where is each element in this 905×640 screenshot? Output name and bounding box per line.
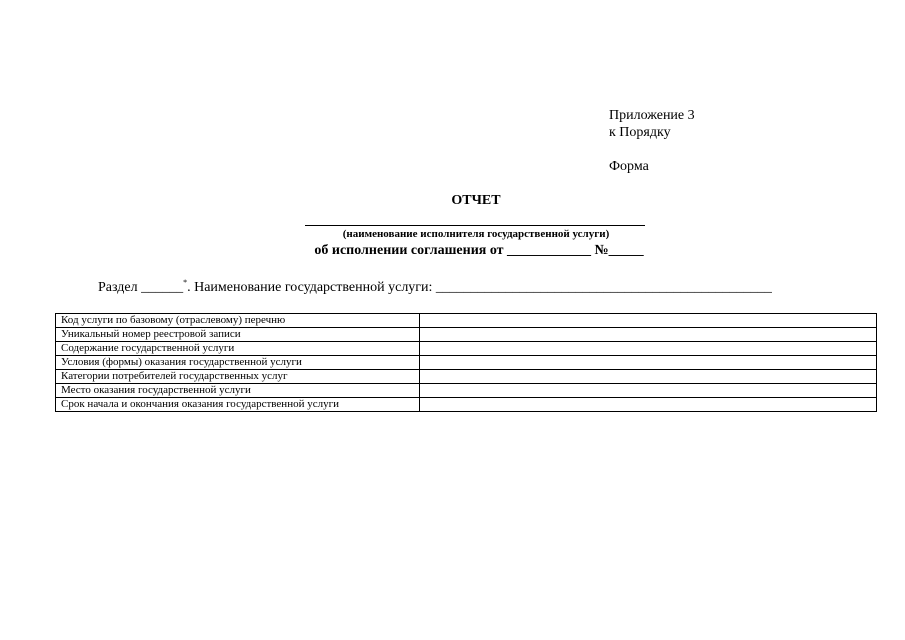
row-value xyxy=(420,328,877,342)
section-prefix: Раздел ______ xyxy=(98,280,184,295)
form-label: Форма xyxy=(609,159,649,174)
executor-name-blank-line xyxy=(305,225,645,226)
appendix-reference: к Порядку xyxy=(609,125,671,140)
table-row xyxy=(56,342,877,356)
row-label: Место оказания государственной услуги xyxy=(56,384,420,398)
row-label: Срок начала и окончания оказания государственной услуги xyxy=(56,398,420,412)
table-row xyxy=(56,328,877,342)
table-row xyxy=(56,384,877,398)
section-service-name: . Наименование государственной услуги: ________________________________________________ xyxy=(187,280,772,295)
appendix-number: Приложение 3 xyxy=(609,108,695,123)
table-row xyxy=(56,356,877,370)
row-label: Условия (формы) оказания государственной услуги xyxy=(56,356,420,370)
row-value xyxy=(420,342,877,356)
row-label: Содержание государственной услуги xyxy=(56,342,420,356)
row-value xyxy=(420,370,877,384)
footnote-mark: * xyxy=(183,278,188,287)
agreement-subtitle: об исполнении соглашения от ____________ №_____ xyxy=(314,243,644,258)
service-info-table xyxy=(55,313,877,412)
page-title: ОТЧЕТ xyxy=(451,193,501,208)
table-row xyxy=(56,398,877,412)
table-row xyxy=(56,370,877,384)
table-row xyxy=(56,314,877,328)
row-value xyxy=(420,398,877,412)
row-label: Код услуги по базовому (отраслевому) перечню xyxy=(56,314,420,328)
row-value xyxy=(420,356,877,370)
section-line xyxy=(98,278,772,296)
executor-name-caption: (наименование исполнителя государственной услуги) xyxy=(342,228,610,240)
row-value xyxy=(420,314,877,328)
row-value xyxy=(420,384,877,398)
appendix-block xyxy=(609,107,695,175)
row-label: Уникальный номер реестровой записи xyxy=(56,328,420,342)
row-label: Категории потребителей государственных услуг xyxy=(56,370,420,384)
